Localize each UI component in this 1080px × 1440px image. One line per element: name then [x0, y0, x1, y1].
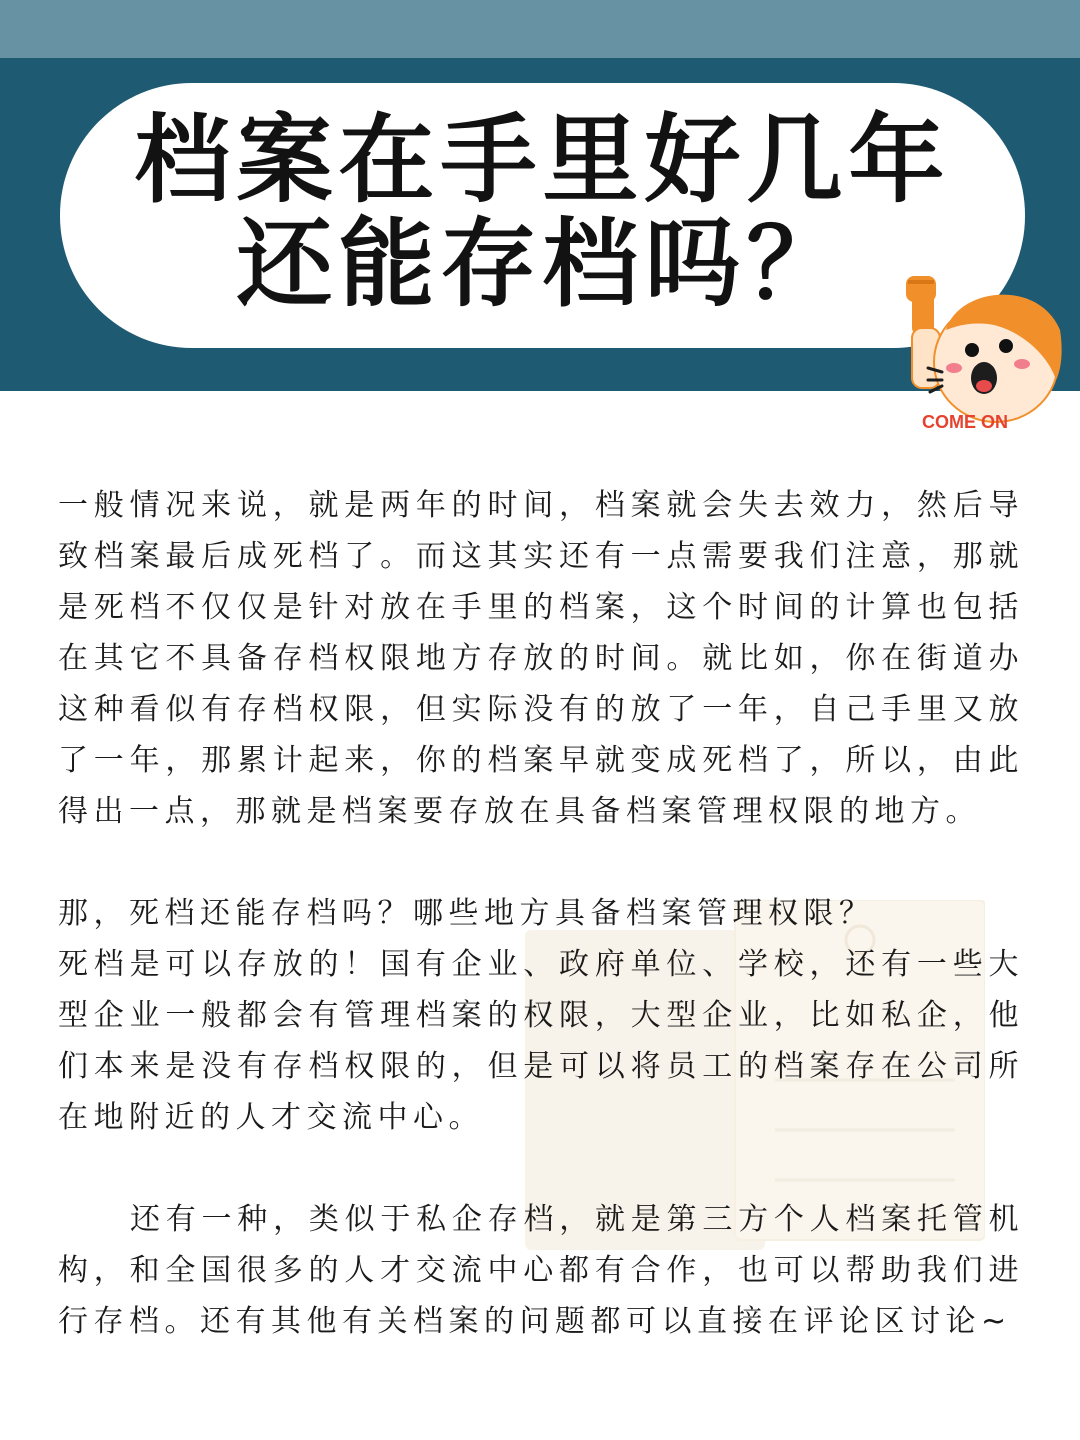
- paragraph-where-to-store: 死档是可以存放的！国有企业、政府单位、学校，还有一些大型企业一般都会有管理档案的权限，大型企业，比如私企，他们本来是没有存档权限的，但是可以将员工的档案存在公司所在地附近的人才交流中心。: [58, 947, 1024, 1135]
- question-line: 那，死档还能存档吗？哪些地方具备档案管理权限？: [58, 896, 875, 931]
- page-title: [60, 104, 1025, 320]
- paragraph-third-party-hosting: 还有一种，类似于私企存档，就是第三方个人档案托管机构，和全国很多的人才交流中心都有合作，也可以帮助我们进行存档。还有其他有关档案的问题都可以直接在评论区讨论~: [58, 1202, 1024, 1339]
- paragraph-dead-file-explanation: 一般情况来说，就是两年的时间，档案就会失去效力，然后导致档案最后成死档了。而这其实还有一点需要我们注意，那就是死档不仅仅是针对放在手里的档案，这个时间的计算也包括在其它不具备存档权限地方存放的时间。就比如，你在街道办这种看似有存档权限，但实际没有的放了一年，自己手里又放了一年，那累计起来，你的档案早就变成死档了，所以，由此得出一点，那就是档案要存放在具备档案管理权限的地方。: [58, 488, 1024, 829]
- top-color-strip: [0, 0, 1080, 58]
- title-line-1: 档案在手里好几年: [134, 104, 951, 216]
- article-body: [58, 480, 1024, 1347]
- come-on-badge: COME ON: [922, 412, 1009, 432]
- title-line-2: 还能存档吗？: [236, 208, 849, 320]
- cheering-mascot-icon: [898, 268, 1070, 440]
